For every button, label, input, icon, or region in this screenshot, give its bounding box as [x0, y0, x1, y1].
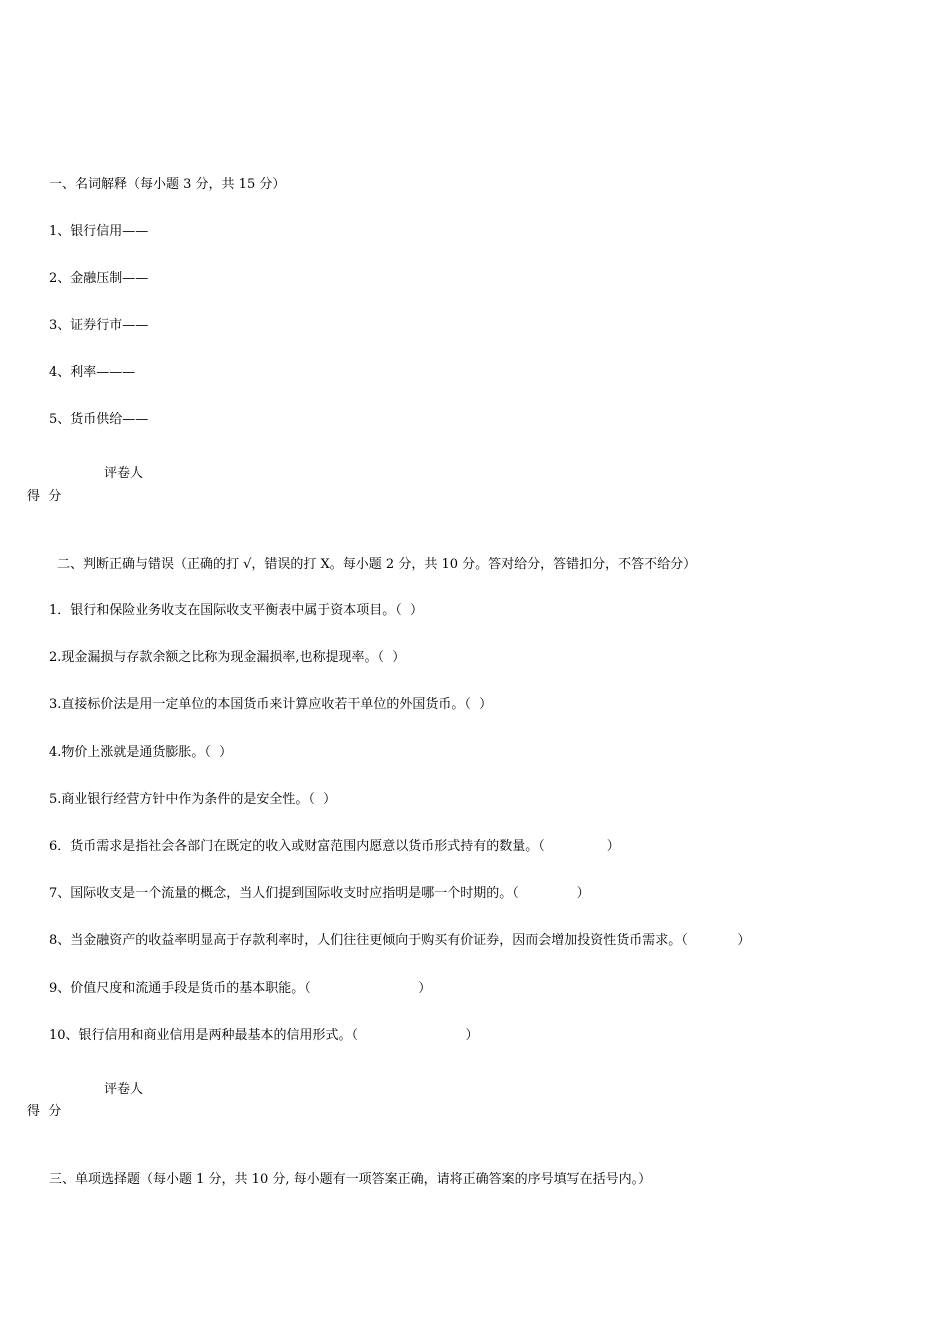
section2-heading: 二、判断正确与错误（正确的打 √，错误的打 X。每小题 2 分，共 10 分。答对给分，答错扣分，不答不给分） — [57, 557, 697, 572]
section2-item: 7、国际收支是一个流量的概念，当人们提到国际收支时应指明是哪一个时期的。（ ） — [49, 886, 590, 901]
section2-item: 6．货币需求是指社会各部门在既定的收入或财富范围内愿意以货币形式持有的数量。（ ） — [49, 839, 620, 854]
section1-item: 2、金融压制—— — [49, 271, 149, 286]
section1-grader-label: 评卷人 — [104, 466, 144, 481]
section1-item: 5、货币供给—— — [49, 412, 149, 427]
section2-item: 5.商业银行经营方针中作为条件的是安全性。（ ） — [49, 792, 337, 807]
section2-item: 1．银行和保险业务收支在国际收支平衡表中属于资本项目。（ ） — [49, 603, 424, 618]
section2-grader-label: 评卷人 — [104, 1082, 144, 1097]
section2-item: 3.直接标价法是用一定单位的本国货币来计算应收若干单位的外国货币。（ ） — [49, 697, 493, 712]
section2-item: 8、当金融资产的收益率明显高于存款利率时，人们往往更倾向于购买有价证券，因而会增加投资性货币需求。（ ） — [49, 933, 751, 948]
section1-item: 3、证券行市—— — [49, 318, 149, 333]
section3-heading: 三、单项选择题（每小题 1 分，共 10 分, 每小题有一项答案正确，请将正确答案的序号填写在括号内。） — [49, 1172, 652, 1187]
section2-score-label: 得 分 — [27, 1104, 62, 1119]
section2-item: 4.物价上涨就是通货膨胀。（ ） — [49, 745, 233, 760]
section2-item: 10、银行信用和商业信用是两种最基本的信用形式。（ ） — [49, 1028, 479, 1043]
section1-item: 4、利率——— — [49, 365, 136, 380]
section1-score-label: 得 分 — [27, 489, 62, 504]
section2-item: 9、价值尺度和流通手段是货币的基本职能。（ ） — [49, 981, 432, 996]
section1-heading: 一、名词解释（每小题 3 分，共 15 分） — [49, 177, 286, 192]
section1-item: 1、银行信用—— — [49, 224, 149, 239]
section2-item: 2.现金漏损与存款余额之比称为现金漏损率,也称提现率。（ ） — [49, 650, 406, 665]
